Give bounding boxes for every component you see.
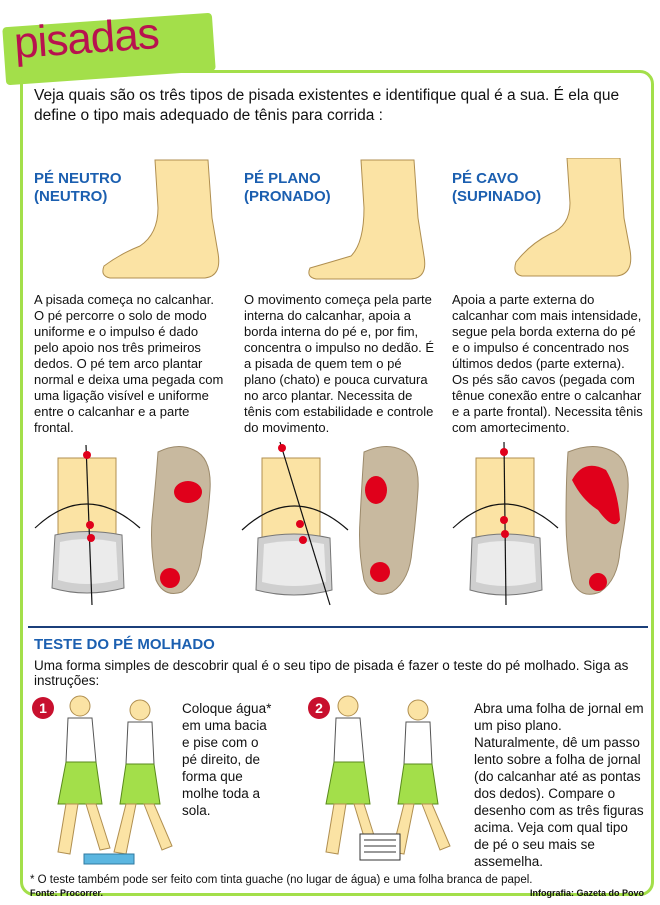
heel-and-print-cavo-illustration [448,440,648,610]
foot-description-cavo: Apoia a parte externa do calcanhar com mais intensidade, segue pela borda externa do pé e o impulso é concentrado nos últimos dedos (parte externa). Os pés são cavos (pegada com tênue conexão entre o calcanhar e a parte frontal). Necessita tênis com amortecimento. [452,292,643,435]
walking-person-step-2-illustration [318,692,468,872]
foot-description-plano: O movimento começa pela parte interna do calcanhar, apoia a borda interna do pé e, por fim, concentra o impulso no dedão. É a pisada de quem tem o pé plano (chato) e pouca curvatura no arco plantar. Necessita de tênis com estabilidade e controle do movimento. [244,292,435,435]
section-divider [28,626,648,628]
step-1-text: Coloque água* em uma bacia e pise com o pé direito, de forma que molhe toda a sola. [182,701,272,818]
step-2-text: Abra uma folha de jornal em um piso plano. Naturalmente, dê um passo lento sobre a folha de jornal (do calcanhar até as pontas dos dedos). Compare o desenho com as três figuras acima. Veja com qual tipo de pé o seu mais se assemelha. [474,701,644,869]
credit-note: Infografia: Gazeta do Povo [529,888,644,898]
heel-and-print-neutro-illustration [30,440,230,610]
walking-person-step-1-illustration [30,692,180,872]
step-2-number: 2 [308,697,330,719]
test-intro: Uma forma simples de descobrir qual é o seu tipo de pisada é fazer o teste do pé molhado. Siga as instruções: [34,658,629,688]
heel-and-print-plano-illustration [240,440,440,610]
foot-title-line2: (NEUTRO) [34,188,108,205]
foot-description-neutro: A pisada começa no calcanhar. O pé percorre o solo de modo uniforme e o impulso é dado pelo apoio nos três primeiros dedos. O pé tem arco plantar normal e deixa uma pegada com uma ligação visível e uniforme entre o calcanhar e a parte frontal. [34,292,224,435]
foot-title-line2: (SUPINADO) [452,188,542,205]
source-note: Fonte: Procorrer. [30,888,104,898]
foot-title-line1: PÉ NEUTRO [34,170,122,187]
foot-side-cavo-illustration [512,158,637,283]
test-title: TESTE DO PÉ MOLHADO [34,636,215,653]
foot-side-neutro-illustration [100,158,225,283]
page-title: pisadas [12,9,161,68]
intro-text: Veja quais são os três tipos de pisada existentes e identifique qual é a sua. É ela que define o tipo mais adequado de tênis para corrida : [34,87,620,124]
step-1-number: 1 [32,697,54,719]
foot-title-line1: PÉ CAVO [452,170,519,187]
foot-side-plano-illustration [306,158,431,283]
foot-title-line1: PÉ PLANO [244,170,321,187]
foot-title-line2: (PRONADO) [244,188,331,205]
footnote: * O teste também pode ser feito com tinta guache (no lugar de água) e uma folha branca de papel. [30,874,533,886]
